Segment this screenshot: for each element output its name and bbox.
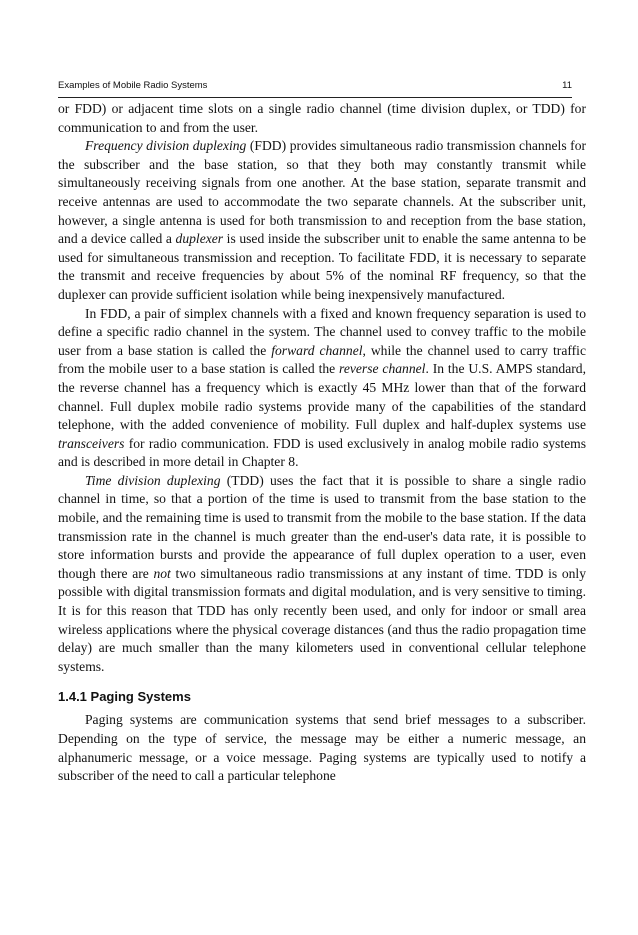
paragraph-tdd <box>58 472 586 677</box>
paragraph-tdd-text-a: (TDD) uses the fact that it is possible to share a single radio channel in time, so that a portion of the time is used to transmit from the base station to the mobile, and the remaining time is used to transmit from the mobile to the base station. If the data transmission rate in the channel is much greater than the end-user's data rate, it is possible to store information bursts and provide the appearance of full duplex operation to a user, even though there are <box>58 472 587 581</box>
term-fdd: Frequency division duplexing <box>85 138 247 154</box>
term-forward-channel: forward channel <box>271 342 363 358</box>
paragraph-fdd <box>58 137 586 304</box>
paragraph-channels-text-c: . In the U.S. AMPS standard, the reverse channel has a frequency which is exactly 45 MHz lower than that of the forward channel. Full duplex mobile radio systems provide many of the capabilities of the standard telephone, with the added convenience of mobility. Full duplex and half-duplex systems use <box>58 361 586 433</box>
paragraph-continuation: or FDD) or adjacent time slots on a single radio channel (time division duplex, or TDD) for communication to and from the user. <box>58 101 586 135</box>
paragraph-channels-text-b: , while the channel used to carry traffic from the mobile user to a base station is called the <box>58 342 586 377</box>
page-number: 11 <box>562 80 572 91</box>
running-title: Examples of Mobile Radio Systems <box>58 80 208 91</box>
section-heading: 1.4.1 Paging Systems <box>58 689 191 705</box>
paragraph-channels-text-a: In FDD, a pair of simplex channels with a fixed and known frequency separation is used to define a specific radio channel in the system. The channel used to convey traffic to the mobile user from a base station is called the <box>58 305 586 358</box>
paragraph-paging: Paging systems are communication systems that send brief messages to a subscriber. Depending on the type of service, the message may be either a numeric message, an alphanumeric message, or a voice message. Paging systems are typically used to notify a subscriber of the need to call a particular telephone <box>58 712 586 784</box>
page-body <box>58 100 586 786</box>
term-tdd: Time division duplexing <box>85 472 221 488</box>
paragraph-fdd-text-a: (FDD) provides simultaneous radio transmission channels for the subscriber and the base station, so that they both may constantly transmit while simultaneously receiving signals from one another. At the base station, separate transmit and receive antennas are used to accommodate the two separate channels. At the subscriber unit, however, a single antenna is used for both transmission to and reception from the base station, and a device called a <box>58 138 587 247</box>
paragraph-fdd-channels <box>58 305 586 472</box>
term-transceivers: transceivers <box>58 435 125 451</box>
header-rule <box>58 97 572 98</box>
term-reverse-channel: reverse channel <box>339 361 426 377</box>
term-not: not <box>153 565 171 581</box>
paragraph-fdd-text-b: is used inside the subscriber unit to enable the same antenna to be used for simultaneous transmission and reception. To facilitate FDD, it is necessary to separate the transmit and receive frequencies by about 5% of the nominal RF frequency, so that the duplexer can provide sufficient isolation while being inexpensively manufactured. <box>58 231 586 302</box>
running-header <box>58 80 572 91</box>
term-duplexer: duplexer <box>175 231 224 247</box>
paragraph-tdd-text-b: two simultaneous radio transmissions at any instant of time. TDD is only possible with digital transmission formats and digital modulation, and is very sensitive to timing. It is for this reason that TDD has only recently been used, and only for indoor or small area wireless applications where the physical coverage distances (and thus the radio propagation time delay) are much smaller than the many kilometers used in conventional cellular telephone systems. <box>58 565 587 674</box>
paragraph-channels-text-d: for radio communication. FDD is used exclusively in analog mobile radio systems and is described in more detail in Chapter 8. <box>58 435 586 470</box>
